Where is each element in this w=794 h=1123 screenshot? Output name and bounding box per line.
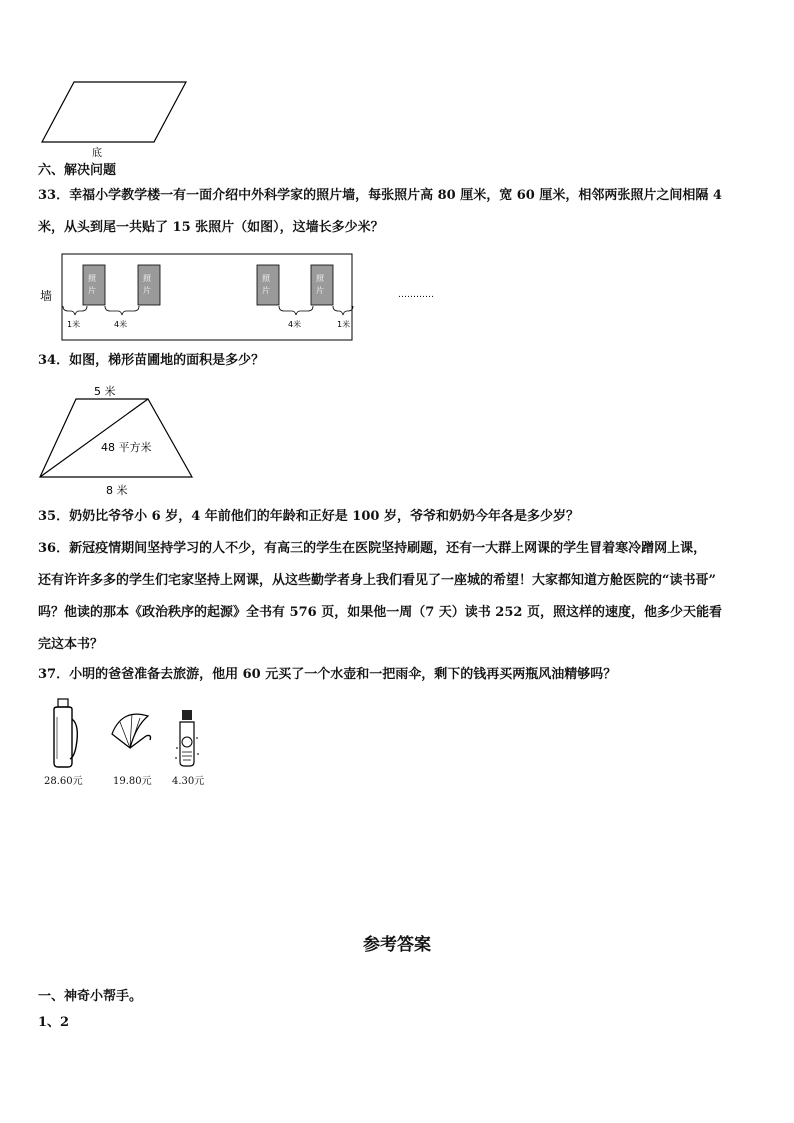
brace-right-4m bbox=[279, 306, 313, 315]
trapezoid-figure bbox=[36, 381, 206, 499]
trapezoid-top-label: 5 米 bbox=[94, 385, 116, 398]
photo-2 bbox=[138, 265, 160, 305]
gap-label-left-1m: 1米 bbox=[67, 320, 81, 329]
parallelogram-base-label: 底 bbox=[92, 148, 102, 159]
answers-item-1: 1、2 bbox=[38, 1015, 70, 1030]
oil-bottle-price: 4.30元 bbox=[172, 776, 205, 787]
svg-text:片: 片 bbox=[143, 286, 151, 295]
svg-text:照: 照 bbox=[316, 274, 324, 283]
svg-text:照: 照 bbox=[262, 274, 270, 283]
question-36: 36．新冠疫情期间坚持学习的人不少，有高三的学生在医院坚持刷题，还有一大群上网课的学生冒着寒冷蹭网上课， 还有许许多多的学生们宅家坚持上网课，从这些勤学者身上我们看见了一座城的希望！大家都知道方舱医院的“读书哥” 吗？他读的那本《政治秩序的起源》全书有 576 页，如果他一周（7 天）读书 252 页，照这样的速度，他多少天能看 完这本书？ bbox=[38, 541, 722, 652]
answers-title: 参考答案 bbox=[363, 935, 431, 955]
umbrella-icon bbox=[108, 704, 156, 764]
question-33 bbox=[38, 180, 760, 244]
wall-frame bbox=[62, 254, 352, 340]
trapezoid-outline bbox=[40, 399, 192, 477]
answers-section-1: 一、神奇小帮手。 bbox=[38, 989, 143, 1004]
photo-wall-diagram bbox=[36, 252, 456, 344]
brace-left-1m bbox=[63, 306, 87, 315]
gap-label-left-4m: 4米 bbox=[114, 320, 128, 329]
svg-text:片: 片 bbox=[262, 286, 270, 295]
question-33-line-2: 米，从头到尾一共贴了 15 张照片（如图），这墙长多少米？ bbox=[38, 220, 384, 235]
thermos-icon bbox=[46, 697, 82, 769]
section-6-title: 六、解决问题 bbox=[38, 163, 117, 178]
oil-bottle-icon bbox=[172, 708, 202, 768]
wall-label: 墙 bbox=[40, 289, 53, 303]
trapezoid-bottom-label: 8 米 bbox=[106, 484, 128, 497]
gap-label-right-1m: 1米 bbox=[337, 320, 351, 329]
svg-text:片: 片 bbox=[88, 286, 96, 295]
question-34: 34．如图，梯形苗圃地的面积是多少？ bbox=[38, 353, 265, 368]
question-33-line-1: 33．幸福小学教学楼一有一面介绍中外科学家的照片墙，每张照片高 80 厘米，宽 60 厘米，相邻两张照片之间相隔 4 bbox=[38, 188, 722, 203]
question-35: 35．奶奶比爷爷小 6 岁，4 年前他们的年龄和正好是 100 岁，爷爷和奶奶今年各是多少岁？ bbox=[38, 509, 579, 524]
umbrella-price: 19.80元 bbox=[113, 776, 152, 787]
svg-text:照: 照 bbox=[143, 274, 151, 283]
brace-right-1m bbox=[333, 306, 353, 315]
svg-text:照: 照 bbox=[88, 274, 96, 283]
trapezoid-area-label: 48 平方米 bbox=[101, 441, 152, 454]
gap-label-right-4m: 4米 bbox=[288, 320, 302, 329]
svg-text:片: 片 bbox=[316, 286, 324, 295]
photo-1 bbox=[83, 265, 105, 305]
continuation-dots: ………… bbox=[398, 290, 434, 300]
thermos-price: 28.60元 bbox=[44, 776, 83, 787]
parallelogram-figure bbox=[38, 78, 218, 160]
question-37: 37．小明的爸爸准备去旅游，他用 60 元买了一个水壶和一把雨伞，剩下的钱再买两瓶风油精够吗？ bbox=[38, 667, 617, 682]
photo-4 bbox=[311, 265, 333, 305]
brace-left-4m bbox=[105, 306, 139, 315]
trapezoid-diagonal bbox=[40, 399, 148, 477]
photo-3 bbox=[257, 265, 279, 305]
